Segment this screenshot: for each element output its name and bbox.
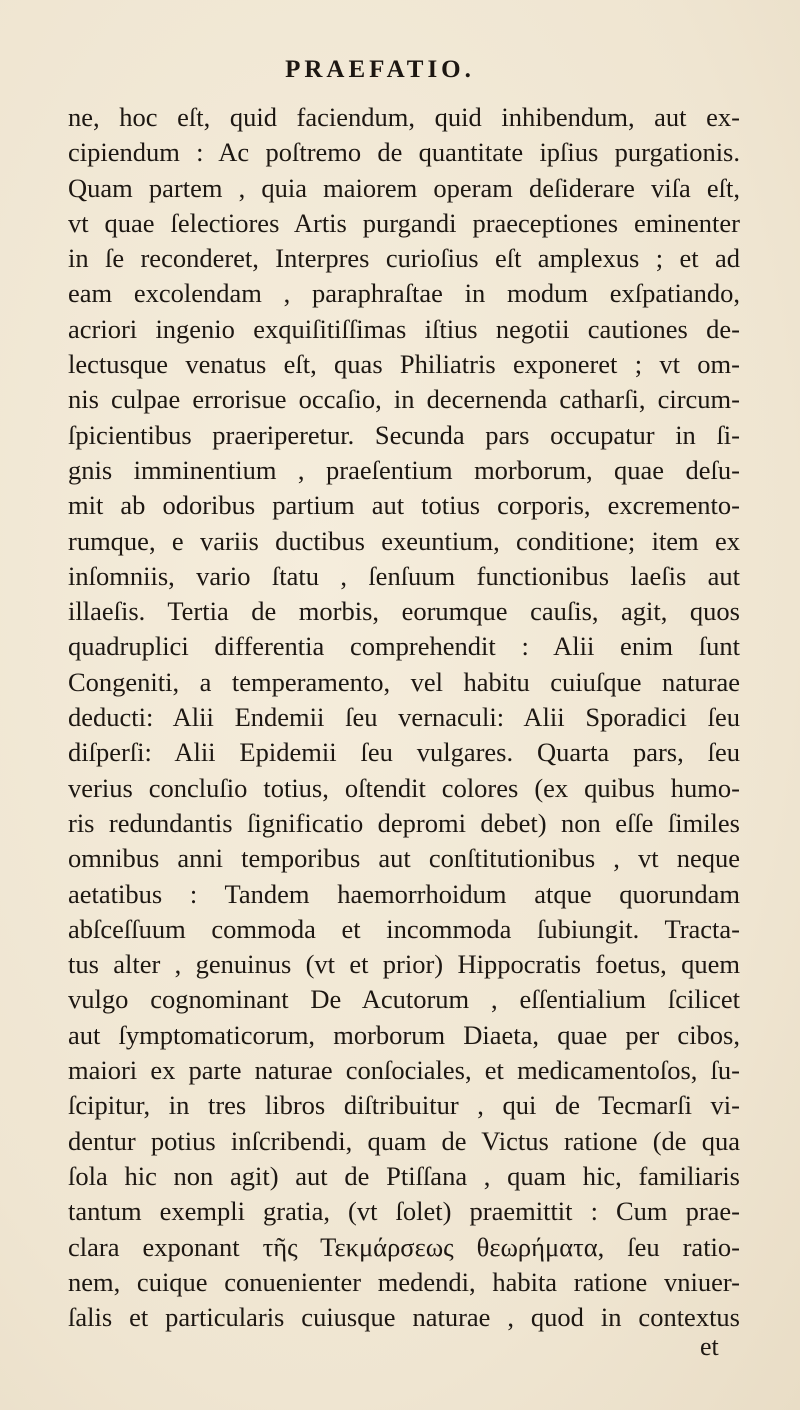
- text-line: mit ab odoribus partium aut totius corporis, excremento-: [68, 490, 740, 521]
- text-line: ſpicientibus praeriperetur. Secunda pars occupatur in ſi-: [68, 419, 740, 450]
- text-line: rumque, e variis ductibus exeuntium, conditione; item ex: [68, 525, 740, 556]
- text-line: diſperſi: Alii Epidemii ſeu vulgares. Quarta pars, ſeu: [68, 737, 740, 768]
- text-line: cipiendum : Ac poſtremo de quantitate ipſius purgationis.: [68, 137, 740, 168]
- text-line: aetatibus : Tandem haemorrhoidum atque quorundam: [68, 878, 740, 909]
- text-line: ſalis et particularis cuiusque naturae , quod in contextus: [68, 1302, 740, 1333]
- text-line: nis culpae errorisue occaſio, in decernenda catharſi, circum-: [68, 384, 740, 415]
- text-line: dentur potius inſcribendi, quam de Victus ratione (de qua: [68, 1125, 740, 1156]
- text-line: eam excolendam , paraphraſtae in modum exſpatiando,: [68, 278, 740, 309]
- text-line: lectusque venatus eſt, quas Philiatris exponeret ; vt om-: [68, 349, 740, 380]
- body-text: [68, 100, 740, 1335]
- text-line: deducti: Alii Endemii ſeu vernaculi: Alii Sporadici ſeu: [68, 702, 740, 733]
- text-line: gnis imminentium , praeſentium morborum, quae deſu-: [68, 454, 740, 485]
- text-line: acriori ingenio exquiſitiſſimas iſtius negotii cautiones de-: [68, 313, 740, 344]
- text-line: in ſe reconderet, Interpres curioſius eſt amplexus ; et ad: [68, 243, 740, 274]
- text-line: vt quae ſelectiores Artis purgandi praeceptiones eminenter: [68, 207, 740, 238]
- text-line: inſomniis, vario ſtatu , ſenſuum functionibus laeſis aut: [68, 560, 740, 591]
- text-line: Quam partem , quia maiorem operam deſiderare viſa eſt,: [68, 172, 740, 203]
- text-line: verius concluſio totius, oſtendit colores (ex quibus humo-: [68, 772, 740, 803]
- text-line: ris redundantis ſignificatio depromi debet) non eſſe ſimiles: [68, 807, 740, 838]
- text-line: quadruplici differentia comprehendit : Alii enim ſunt: [68, 631, 740, 662]
- text-line: abſceſſuum commoda et incommoda ſubiungit. Tracta-: [68, 913, 740, 944]
- text-line: aut ſymptomaticorum, morborum Diaeta, quae per cibos,: [68, 1019, 740, 1050]
- text-line: ſola hic non agit) aut de Ptiſſana , quam hic, familiaris: [68, 1160, 740, 1191]
- text-line: ſcipitur, in tres libros diſtribuitur , qui de Tecmarſi vi-: [68, 1090, 740, 1121]
- text-line: tantum exempli gratia, (vt ſolet) praemittit : Cum prae-: [68, 1196, 740, 1227]
- text-line: omnibus anni temporibus aut conſtitutionibus , vt neque: [68, 843, 740, 874]
- page-title: PRAEFATIO.: [285, 56, 475, 83]
- text-line: illaeſis. Tertia de morbis, eorumque cauſis, agit, quos: [68, 596, 740, 627]
- text-line: maiori ex parte naturae conſociales, et medicamentoſos, ſu-: [68, 1055, 740, 1086]
- text-line: ne, hoc eſt, quid faciendum, quid inhibendum, aut ex-: [68, 102, 740, 132]
- catchword: et: [700, 1332, 719, 1361]
- text-line: vulgo cognominant De Acutorum , eſſentialium ſcilicet: [68, 984, 740, 1015]
- text-line: tus alter , genuinus (vt et prior) Hippocratis foetus, quem: [68, 949, 740, 980]
- text-line: clara exponant τῆς Τεκμάρσεως θεωρήματα, ſeu ratio-: [68, 1231, 740, 1262]
- text-line: nem, cuique conuenienter medendi, habita ratione vniuer-: [68, 1266, 740, 1297]
- text-line: Congeniti, a temperamento, vel habitu cuiuſque naturae: [68, 666, 740, 697]
